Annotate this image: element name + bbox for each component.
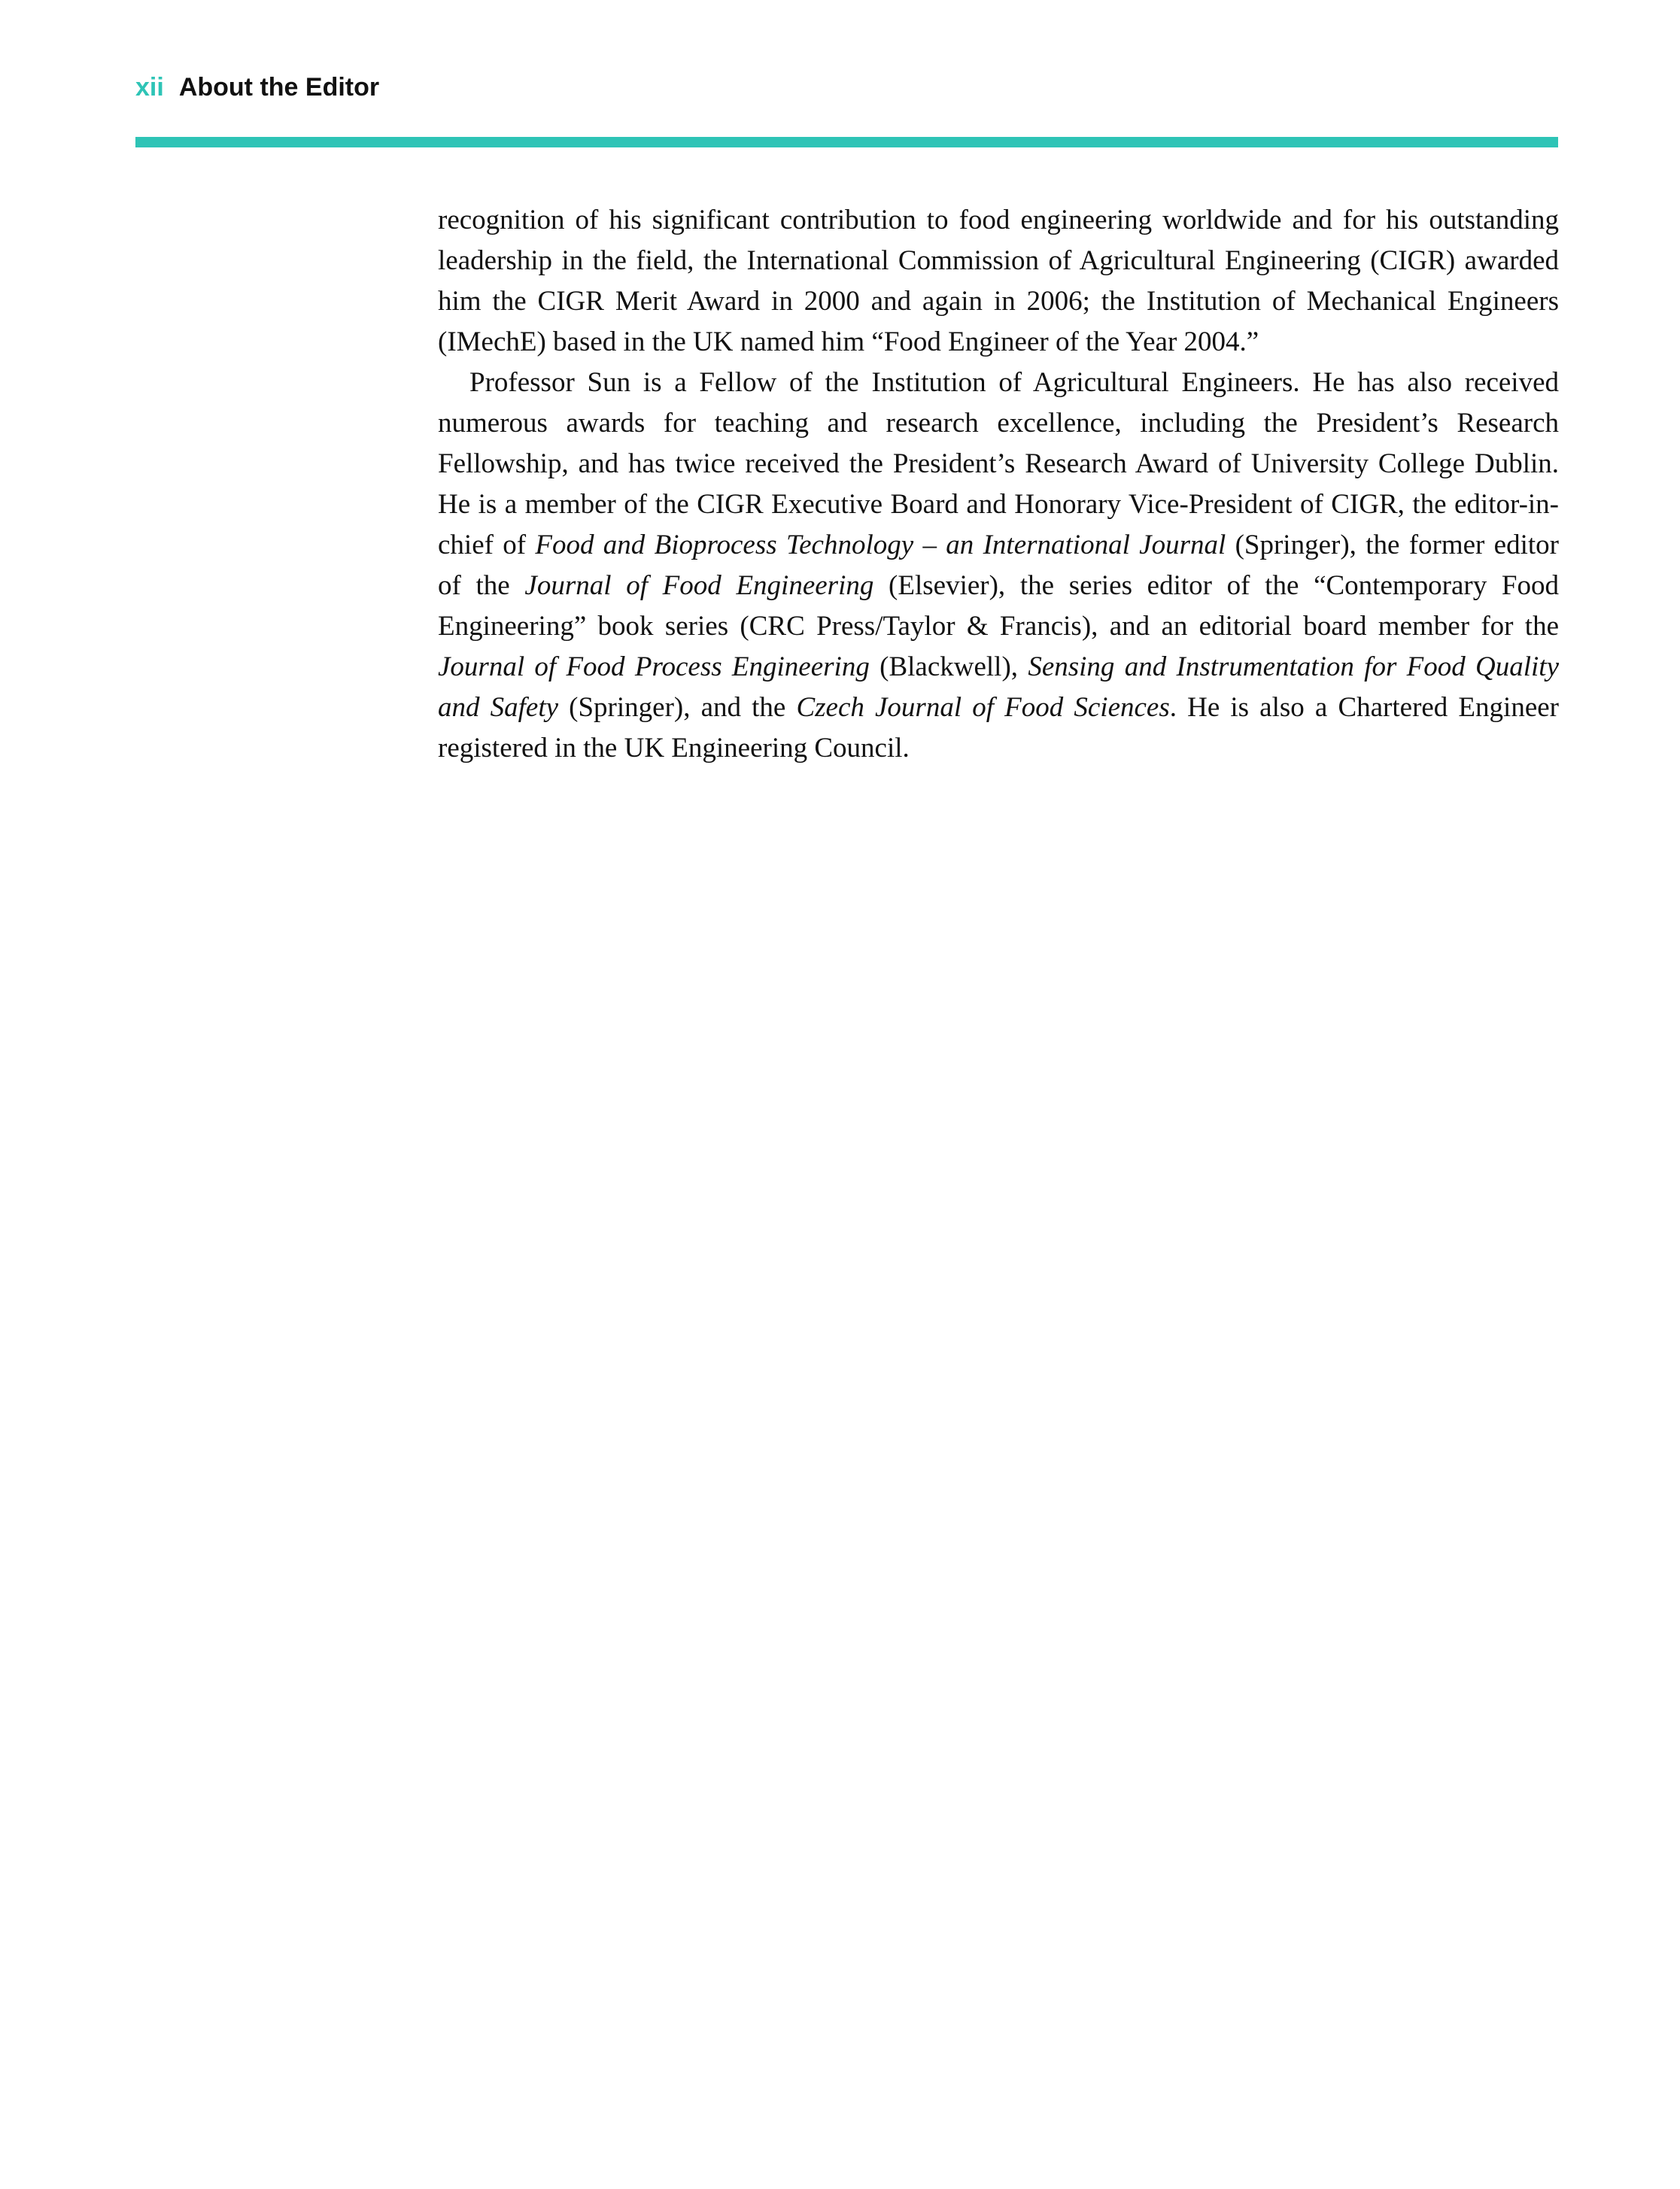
page-header [135, 72, 379, 103]
text-run: Professor Sun is a Fellow of the Institution of Agricultural Engineers. He has also received numerous awards for teaching and research excellence, including the President’s Research Fellowship, and has twice received the President’s Research Award of University College Dublin. He is a member of the CIGR Executive Board and Honorary Vice-President of CIGR, the editor-in-chief of [438, 367, 1559, 560]
text-run: (Elsevier), the series editor of the “Contemporary Food Engineering” book series (CRC Press/Taylor & Francis), and an editorial board member for the [438, 570, 1559, 642]
paragraph [438, 363, 1559, 769]
page-number: xii [135, 73, 164, 102]
paragraph [438, 200, 1559, 363]
header-rule [135, 137, 1558, 147]
header-title: About the Editor [178, 73, 380, 102]
text-run: . He is also a Chartered Engineer registered in the UK Engineering Council. [438, 692, 1559, 764]
text-run: Journal of Food Process Engineering [438, 651, 870, 682]
body-text [438, 200, 1559, 769]
text-run: (Springer), the former editor of the [438, 530, 1559, 601]
text-run: Food and Bioprocess Technology – an International Journal [535, 530, 1226, 560]
text-run: Czech Journal of Food Sciences [796, 692, 1170, 723]
text-run: Journal of Food Engineering [524, 570, 874, 601]
text-run: recognition of his significant contribution to food engineering worldwide and for his outstanding leadership in the field, the International Commission of Agricultural Engineering (CIGR) awarded him the CIGR Merit Award in 2000 and again in 2006; the Institution of Mechanical Engineers (IMechE) based in the UK named him “Food Engineer of the Year 2004.” [438, 205, 1559, 357]
text-run: (Blackwell), [869, 651, 1028, 682]
text-run: Sensing and Instrumentation for Food Quality and Safety [438, 651, 1560, 723]
text-run: (Springer), and the [558, 692, 797, 723]
